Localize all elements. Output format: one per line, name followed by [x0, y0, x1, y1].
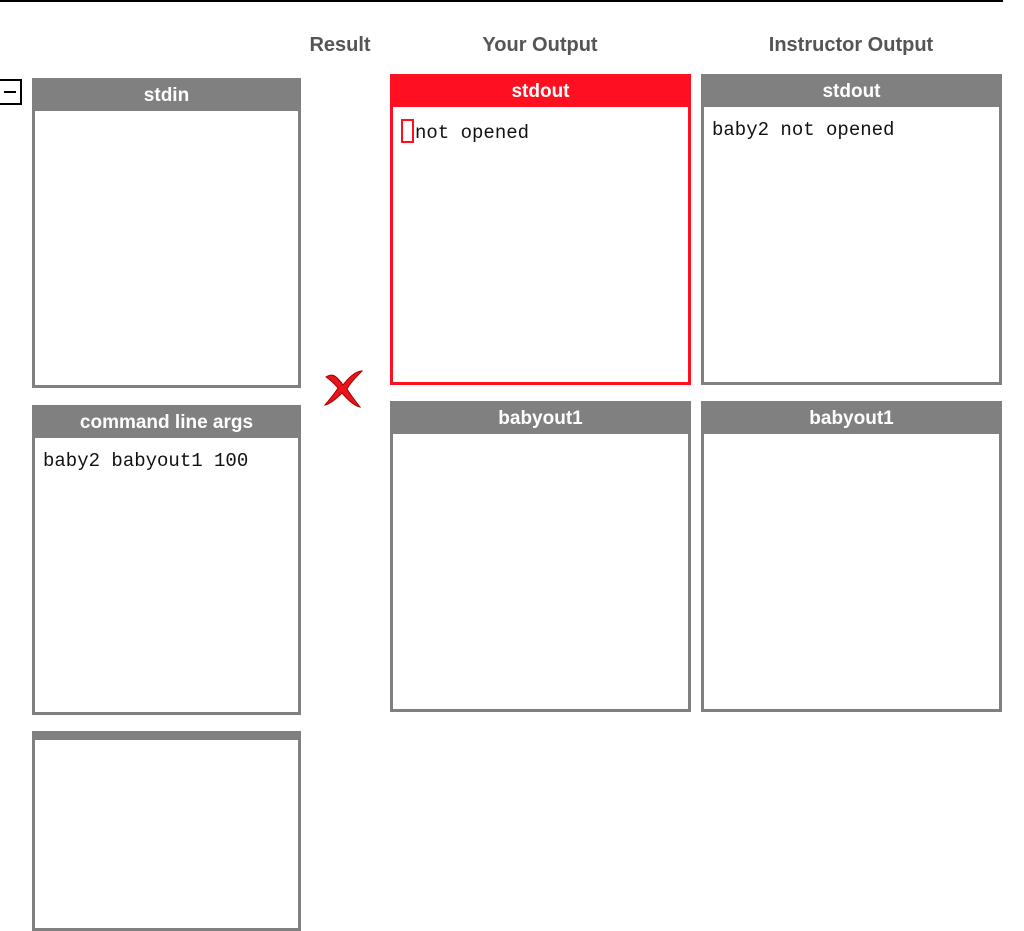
top-rule — [0, 0, 1003, 2]
collapse-button[interactable] — [0, 79, 22, 105]
args-content: baby2 babyout1 100 — [43, 450, 249, 472]
result-column-header: Result — [309, 34, 371, 56]
extra-input-content — [35, 740, 298, 764]
instructor-stdout-content: baby2 not opened — [712, 119, 895, 141]
your-stdout-panel — [390, 74, 691, 385]
instructor-stdout-panel-title: stdout — [704, 77, 999, 107]
args-panel-title: command line args — [35, 408, 298, 438]
your-output-column-header: Your Output — [482, 34, 598, 56]
instructor-file-panel — [701, 401, 1002, 712]
instructor-output-column-header: Instructor Output — [768, 34, 934, 56]
your-file-content — [393, 434, 688, 458]
your-file-panel — [390, 401, 691, 712]
stdin-panel-title: stdin — [35, 81, 298, 111]
your-stdout-body — [393, 107, 688, 156]
instructor-file-content — [704, 434, 999, 458]
stdin-content — [35, 111, 298, 135]
your-stdout-panel-title: stdout — [393, 77, 688, 107]
stdin-panel — [32, 78, 301, 388]
extra-input-panel — [32, 731, 301, 931]
red-x-icon — [322, 367, 364, 409]
instructor-file-panel-title: babyout1 — [704, 404, 999, 434]
diff-missing-marker — [401, 119, 414, 143]
your-file-panel-title: babyout1 — [393, 404, 688, 434]
instructor-stdout-panel — [701, 74, 1002, 385]
args-panel — [32, 405, 301, 715]
your-stdout-content: not opened — [415, 122, 530, 144]
